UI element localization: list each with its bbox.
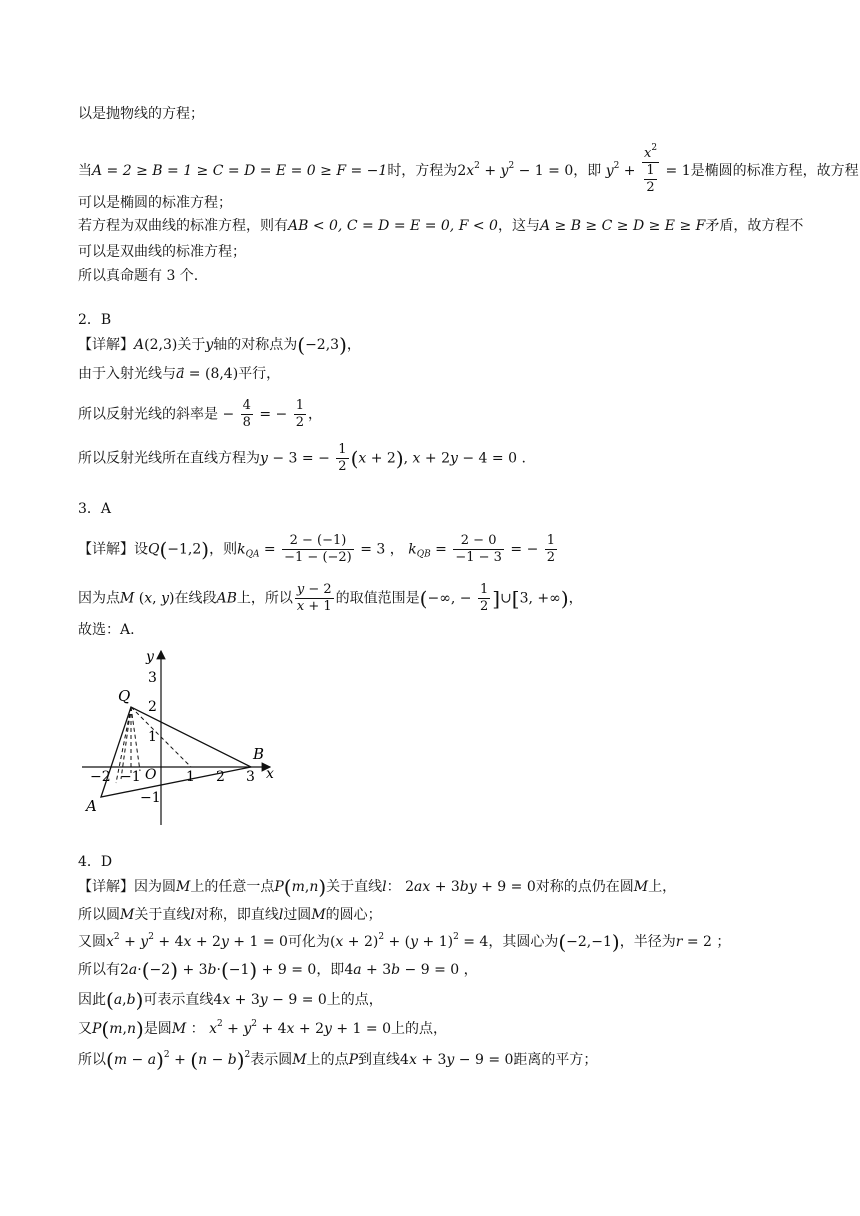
- x-tick-label: −1: [120, 769, 141, 785]
- text-line: 又圆$x^2 + y^2 + 4x + 2y + 1 = 0$可化为$(x + 2)^2 + (y + 1)^2 = 4$，其圆心为(−2,−1)，半径为r = 2 ；: [78, 930, 731, 954]
- text-line: 可以是椭圆的标准方程；: [78, 195, 232, 211]
- text-line: 所以圆M关于直线l对称，即直线l过圆M的圆心；: [78, 907, 382, 923]
- text-line: 因为点M (x, y)在线段AB上，所以 $\frac{y - 2}{x + 1}$ 的取值范围是(−∞, − $\frac{1}{2}$ ]∪[3, +∞)，: [78, 582, 583, 614]
- text-line: 【详解】A(2,3)关于y轴的对称点为(−2,3)，: [78, 333, 361, 357]
- coordinate-figure: [78, 645, 288, 830]
- origin-label: O: [145, 767, 157, 783]
- text-line: 所以反射光线所在直线方程为y − 3 = − $\frac{1}{2}$ (x + 2), x + 2y − 4 = 0 .: [78, 442, 526, 474]
- text-line: 【详解】因为圆M上的任意一点P(m,n)关于直线l： 2ax + 3by + 9 = 0对称的点仍在圆M上，: [78, 875, 677, 899]
- text-line: 当A = 2 ≥ B = 1 ≥ C = D = E = 0 ≥ F = −1时，方程为$2x^2 + y^2 - 1 = 0$，即 $y^2$ + $\frac{x^2}{\frac{1}{2}}$ = 1是椭圆的标准方程，故方程: [78, 143, 859, 195]
- question-heading: 3．A: [78, 501, 112, 517]
- text-line: 若方程为双曲线的标准方程，则有AB < 0, C = D = E = 0, F < 0，这与A ≥ B ≥ C ≥ D ≥ E ≥ F矛盾，故方程不: [78, 218, 804, 234]
- dashed-line: [131, 707, 140, 771]
- y-tick-label: 3: [148, 670, 157, 686]
- text-line: 又P(m,n)是圆M ： $x^2 + y^2 + 4x + 2y + 1 = 0$上的点，: [78, 1017, 447, 1041]
- x-axis-label: x: [266, 766, 274, 782]
- text-line: 以是抛物线的方程；: [78, 106, 204, 122]
- y-tick-label: 1: [148, 729, 157, 745]
- x-tick-label: 2: [216, 769, 225, 785]
- x-tick-label: 3: [246, 769, 255, 785]
- text-line: 由于入射光线与a⃗ = (8,4)平行，: [78, 366, 281, 382]
- text-line: 【详解】设Q(−1,2)，则$k_{QA}$ = $\frac{2 - (-1)}{-1 - (-2)}$ = 3 ， $k_{QB}$ = $\frac{2 - 0}{-1 - 3}$ = − $\frac{1}{2}$: [78, 533, 556, 565]
- question-heading: 4．D: [78, 854, 113, 870]
- y-tick-label: 2: [148, 699, 157, 715]
- text-line: 因此(a,b)可表示直线4x + 3y − 9 = 0上的点，: [78, 988, 383, 1012]
- question-heading: 2．B: [78, 312, 112, 328]
- y-tick-label: −1: [140, 790, 161, 806]
- point-label-b: B: [253, 745, 265, 763]
- point-label-q: Q: [118, 687, 131, 705]
- x-tick-label: −2: [90, 769, 111, 785]
- text-line: 所以真命题有 3 个.: [78, 268, 199, 284]
- point-label-a: A: [86, 797, 97, 815]
- y-axis-label: y: [146, 649, 154, 665]
- text-line: 所以反射光线的斜率是 − $\frac{4}{8}$ = − $\frac{1}{2}$ ，: [78, 398, 323, 430]
- text-line: 所以$(m - a)^2 + (n - b)^2$表示圆M上的点P到直线4x + 3y − 9 = 0距离的平方；: [78, 1048, 598, 1072]
- x-tick-label: 1: [186, 769, 195, 785]
- text-line: 所以有2a·(−2) + 3b·(−1) + 9 = 0，即4a + 3b − 9 = 0 ，: [78, 958, 478, 982]
- text-line: 故选：A.: [78, 622, 135, 638]
- text-line: 可以是双曲线的标准方程；: [78, 244, 246, 260]
